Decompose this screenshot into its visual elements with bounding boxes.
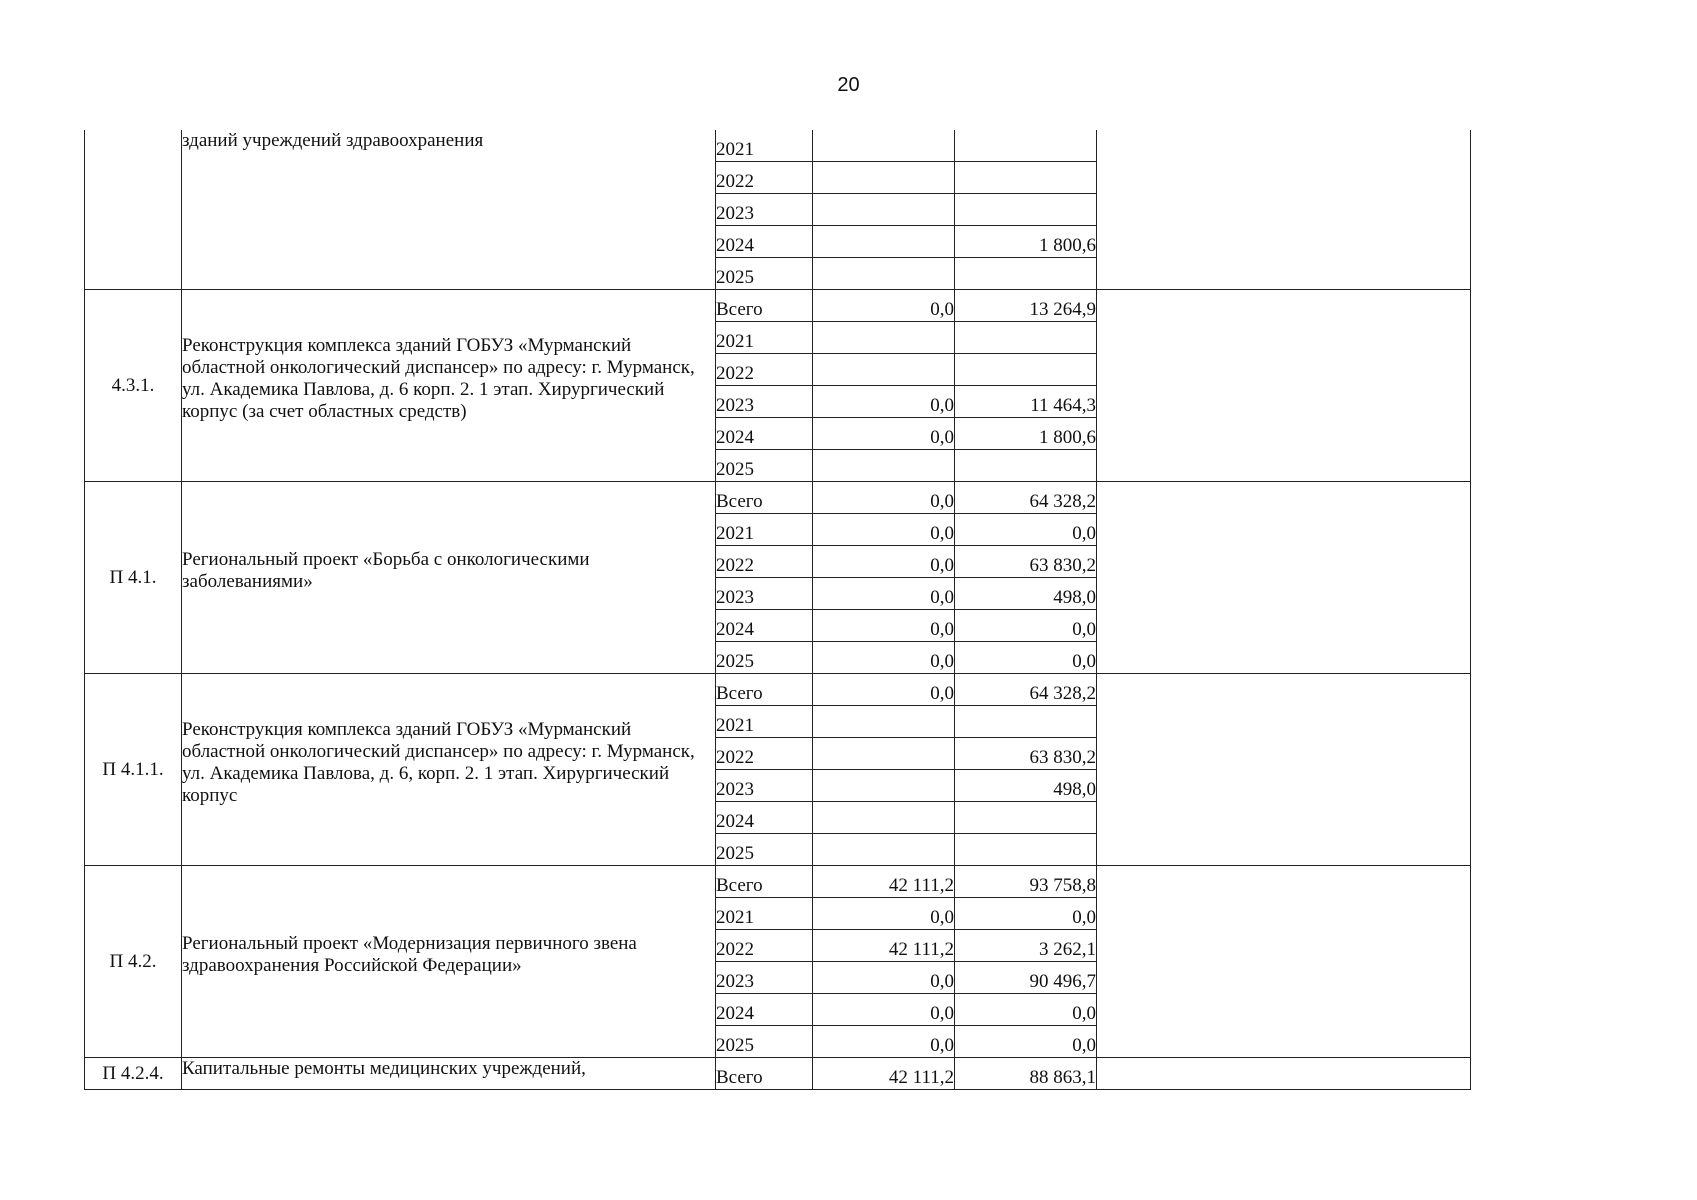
amount-cell-a xyxy=(813,194,955,226)
period-cell: 2024 xyxy=(716,802,813,834)
notes-cell xyxy=(1097,290,1471,482)
period-cell: Всего xyxy=(716,674,813,706)
amount-cell-b: 0,0 xyxy=(955,642,1097,674)
table-row xyxy=(85,866,1471,898)
amount-cell-a: 0,0 xyxy=(813,482,955,514)
amount-cell-b: 93 758,8 xyxy=(955,866,1097,898)
amount-cell-a: 0,0 xyxy=(813,418,955,450)
notes-cell xyxy=(1097,866,1471,1058)
item-name: Региональный проект «Модернизация первичного звена здравоохранения Российской Федерации» xyxy=(182,866,716,1058)
table-row xyxy=(85,674,1471,706)
amount-cell-b: 498,0 xyxy=(955,770,1097,802)
table-row xyxy=(85,290,1471,322)
period-cell: 2025 xyxy=(716,1026,813,1058)
period-cell: 2022 xyxy=(716,546,813,578)
period-cell: 2024 xyxy=(716,418,813,450)
amount-cell-a: 42 111,2 xyxy=(813,930,955,962)
period-cell: 2021 xyxy=(716,898,813,930)
amount-cell-a xyxy=(813,354,955,386)
amount-cell-a: 0,0 xyxy=(813,578,955,610)
period-cell: 2023 xyxy=(716,386,813,418)
amount-cell-a: 0,0 xyxy=(813,994,955,1026)
item-code: П 4.2.4. xyxy=(85,1058,182,1090)
amount-cell-b: 0,0 xyxy=(955,994,1097,1026)
amount-cell-a: 42 111,2 xyxy=(813,1058,955,1090)
amount-cell-b xyxy=(955,450,1097,482)
amount-cell-b: 64 328,2 xyxy=(955,482,1097,514)
period-cell: 2021 xyxy=(716,130,813,162)
period-cell: 2025 xyxy=(716,450,813,482)
item-code: П 4.2. xyxy=(85,866,182,1058)
period-cell: 2022 xyxy=(716,930,813,962)
amount-cell-b: 88 863,1 xyxy=(955,1058,1097,1090)
amount-cell-a: 0,0 xyxy=(813,610,955,642)
amount-cell-a xyxy=(813,130,955,162)
item-code: 4.3.1. xyxy=(85,290,182,482)
notes-cell xyxy=(1097,674,1471,866)
period-cell: 2022 xyxy=(716,354,813,386)
notes-cell xyxy=(1097,482,1471,674)
period-cell: 2024 xyxy=(716,226,813,258)
item-name: зданий учреждений здравоохранения xyxy=(182,130,716,290)
amount-cell-b: 1 800,6 xyxy=(955,418,1097,450)
amount-cell-b xyxy=(955,162,1097,194)
amount-cell-b xyxy=(955,354,1097,386)
item-name: Капитальные ремонты медицинских учреждений, xyxy=(182,1058,716,1090)
amount-cell-b xyxy=(955,706,1097,738)
amount-cell-b xyxy=(955,130,1097,162)
period-cell: 2024 xyxy=(716,994,813,1026)
amount-cell-a: 0,0 xyxy=(813,642,955,674)
period-cell: 2021 xyxy=(716,706,813,738)
amount-cell-a: 0,0 xyxy=(813,290,955,322)
notes-cell xyxy=(1097,1058,1471,1090)
period-cell: 2023 xyxy=(716,962,813,994)
amount-cell-b: 0,0 xyxy=(955,1026,1097,1058)
amount-cell-a: 0,0 xyxy=(813,1026,955,1058)
amount-cell-a: 0,0 xyxy=(813,514,955,546)
period-cell: 2022 xyxy=(716,162,813,194)
period-cell: Всего xyxy=(716,290,813,322)
period-cell: 2021 xyxy=(716,514,813,546)
period-cell: Всего xyxy=(716,866,813,898)
period-cell: Всего xyxy=(716,1058,813,1090)
item-code: П 4.1. xyxy=(85,482,182,674)
amount-cell-a xyxy=(813,738,955,770)
period-cell: Всего xyxy=(716,482,813,514)
period-cell: 2021 xyxy=(716,322,813,354)
amount-cell-a xyxy=(813,258,955,290)
period-cell: 2025 xyxy=(716,258,813,290)
table-row xyxy=(85,482,1471,514)
amount-cell-a xyxy=(813,802,955,834)
amount-cell-b: 0,0 xyxy=(955,514,1097,546)
amount-cell-b: 0,0 xyxy=(955,610,1097,642)
amount-cell-b xyxy=(955,802,1097,834)
amount-cell-b xyxy=(955,322,1097,354)
period-cell: 2022 xyxy=(716,738,813,770)
period-cell: 2024 xyxy=(716,610,813,642)
period-cell: 2025 xyxy=(716,834,813,866)
amount-cell-b: 64 328,2 xyxy=(955,674,1097,706)
amount-cell-a: 0,0 xyxy=(813,546,955,578)
amount-cell-b: 13 264,9 xyxy=(955,290,1097,322)
period-cell: 2025 xyxy=(716,642,813,674)
amount-cell-b xyxy=(955,194,1097,226)
notes-cell xyxy=(1097,130,1471,290)
amount-cell-b: 0,0 xyxy=(955,898,1097,930)
table-row xyxy=(85,1058,1471,1090)
amount-cell-a xyxy=(813,834,955,866)
amount-cell-b: 3 262,1 xyxy=(955,930,1097,962)
amount-cell-a xyxy=(813,706,955,738)
amount-cell-b xyxy=(955,258,1097,290)
amount-cell-b: 498,0 xyxy=(955,578,1097,610)
page-number: 20 xyxy=(837,74,860,96)
amount-cell-b: 11 464,3 xyxy=(955,386,1097,418)
item-code xyxy=(85,130,182,290)
amount-cell-b: 90 496,7 xyxy=(955,962,1097,994)
item-code: П 4.1.1. xyxy=(85,674,182,866)
item-name: Реконструкция комплекса зданий ГОБУЗ «Мурманский областной онкологический диспансер» по адресу: г. Мурманск, ул. Академика Павлова, д. 6 корп. 2. 1 этап. Хирургический корпус (за счет областных средств) xyxy=(182,290,716,482)
amount-cell-b: 63 830,2 xyxy=(955,738,1097,770)
amount-cell-a xyxy=(813,770,955,802)
item-name: Реконструкция комплекса зданий ГОБУЗ «Мурманский областной онкологический диспансер» по адресу: г. Мурманск, ул. Академика Павлова, д. 6, корп. 2. 1 этап. Хирургический корпус xyxy=(182,674,716,866)
amount-cell-a xyxy=(813,162,955,194)
period-cell: 2023 xyxy=(716,578,813,610)
amount-cell-a xyxy=(813,226,955,258)
amount-cell-a: 0,0 xyxy=(813,962,955,994)
table-row xyxy=(85,130,1471,162)
amount-cell-b: 63 830,2 xyxy=(955,546,1097,578)
budget-table xyxy=(84,130,1471,1090)
period-cell: 2023 xyxy=(716,770,813,802)
amount-cell-a xyxy=(813,450,955,482)
amount-cell-a: 0,0 xyxy=(813,898,955,930)
amount-cell-a: 0,0 xyxy=(813,386,955,418)
amount-cell-b xyxy=(955,834,1097,866)
period-cell: 2023 xyxy=(716,194,813,226)
item-name: Региональный проект «Борьба с онкологическими заболеваниями» xyxy=(182,482,716,674)
amount-cell-a: 42 111,2 xyxy=(813,866,955,898)
amount-cell-a: 0,0 xyxy=(813,674,955,706)
amount-cell-a xyxy=(813,322,955,354)
amount-cell-b: 1 800,6 xyxy=(955,226,1097,258)
